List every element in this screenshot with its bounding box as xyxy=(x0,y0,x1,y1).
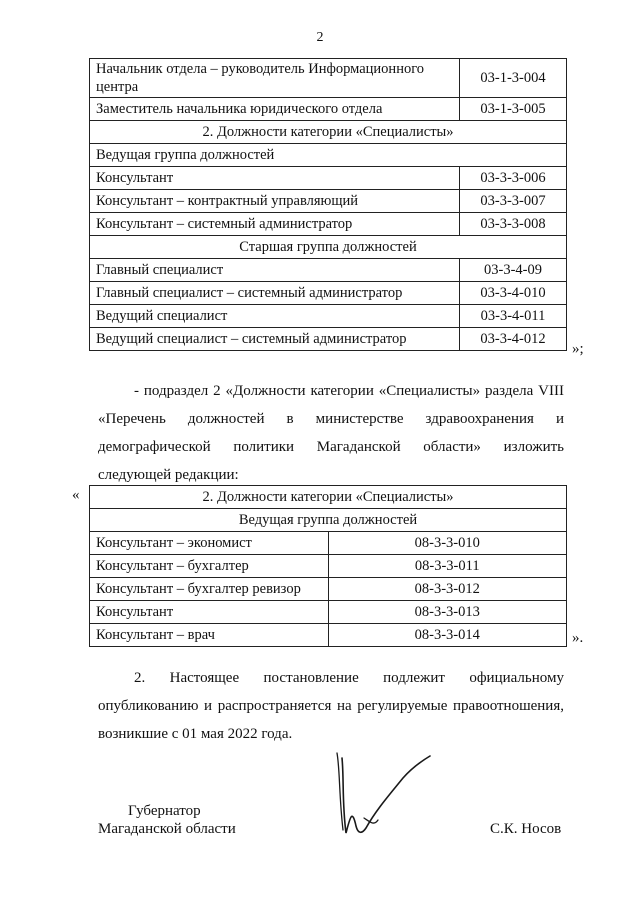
section-header-row xyxy=(90,121,567,144)
position-code: 08-3-3-012 xyxy=(328,578,567,601)
position-row xyxy=(90,328,567,351)
position-title: Консультант xyxy=(90,601,329,624)
position-title: Ведущий специалист – системный администратор xyxy=(90,328,460,351)
position-title: Консультант – врач xyxy=(90,624,329,647)
position-row xyxy=(90,624,567,647)
position-row xyxy=(90,167,567,190)
closing-quote-2: ». xyxy=(572,630,584,646)
position-code: 03-3-4-011 xyxy=(460,305,567,328)
group-header-row xyxy=(90,144,567,167)
signatory-name: С.К. Носов xyxy=(490,821,562,837)
paragraph-subsection: - подраздел 2 «Должности категории «Специалисты» раздела VIII «Перечень должностей в министерстве здравоохранения и демографической политики Магаданской области» изложить следующей редакции: xyxy=(98,383,564,483)
position-title: Консультант – бухгалтер xyxy=(90,555,329,578)
position-row xyxy=(90,190,567,213)
position-code: 08-3-3-013 xyxy=(328,601,567,624)
position-code: 03-3-4-09 xyxy=(460,259,567,282)
position-title: Консультант – бухгалтер ревизор xyxy=(90,578,329,601)
section-header-row xyxy=(90,509,567,532)
closing-quote-1: »; xyxy=(572,341,584,357)
section-header: 2. Должности категории «Специалисты» xyxy=(90,121,567,144)
position-code: 03-3-3-006 xyxy=(460,167,567,190)
position-title: Консультант – контрактный управляющий xyxy=(90,190,460,213)
position-title: Ведущий специалист xyxy=(90,305,460,328)
position-code: 08-3-3-014 xyxy=(328,624,567,647)
handwritten-signature xyxy=(328,748,443,848)
position-title: Консультант – системный администратор xyxy=(90,213,460,236)
position-code: 03-3-4-010 xyxy=(460,282,567,305)
position-row xyxy=(90,555,567,578)
position-row xyxy=(90,259,567,282)
position-code: 03-3-4-012 xyxy=(460,328,567,351)
position-row xyxy=(90,601,567,624)
page-number: 2 xyxy=(316,30,324,45)
position-code: 03-3-3-008 xyxy=(460,213,567,236)
position-row xyxy=(90,213,567,236)
section-header: Старшая группа должностей xyxy=(90,236,567,259)
position-row xyxy=(90,578,567,601)
signatory-region: Магаданской области xyxy=(98,821,236,837)
section-header: Ведущая группа должностей xyxy=(90,509,567,532)
opening-quote-2: « xyxy=(72,487,80,503)
section-header: 2. Должности категории «Специалисты» xyxy=(90,486,567,509)
paragraph-resolution: 2. Настоящее постановление подлежит официальному опубликованию и распространяется на регулируемые правоотношения, возникшие с 01 мая 2022 года. xyxy=(98,670,564,742)
position-code: 08-3-3-010 xyxy=(328,532,567,555)
section-header-row xyxy=(90,486,567,509)
position-title: Консультант xyxy=(90,167,460,190)
position-code: 08-3-3-011 xyxy=(328,555,567,578)
position-title: Консультант – экономист xyxy=(90,532,329,555)
position-title: Главный специалист xyxy=(90,259,460,282)
position-code: 03-1-3-004 xyxy=(460,59,567,98)
position-row xyxy=(90,282,567,305)
section-header-row xyxy=(90,236,567,259)
position-row xyxy=(90,305,567,328)
position-code: 03-3-3-007 xyxy=(460,190,567,213)
positions-table-1 xyxy=(89,58,567,351)
position-title: Заместитель начальника юридического отдела xyxy=(90,98,460,121)
positions-table-2 xyxy=(89,485,567,647)
position-row xyxy=(90,98,567,121)
signatory-title: Губернатор xyxy=(128,803,201,819)
position-title: Главный специалист – системный администратор xyxy=(90,282,460,305)
position-row xyxy=(90,59,567,98)
position-code: 03-1-3-005 xyxy=(460,98,567,121)
position-title: Начальник отдела – руководитель Информационного центра xyxy=(90,59,460,98)
group-header: Ведущая группа должностей xyxy=(90,144,567,167)
position-row xyxy=(90,532,567,555)
